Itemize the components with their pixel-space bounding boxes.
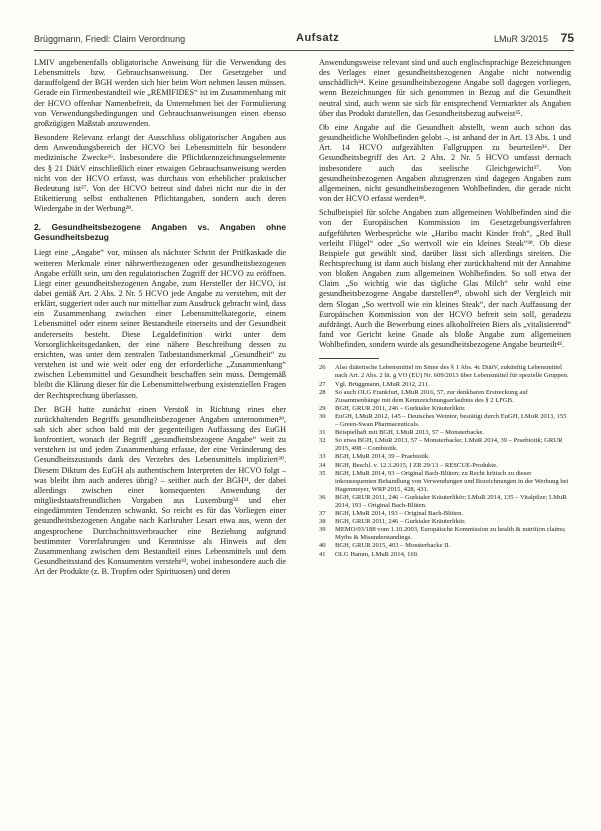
footnote <box>319 364 571 380</box>
paragraph: Schulbeispiel für solche Angaben zum allgemeinen Wohlbefinden sind die von der Europäischen Kommission im Gesetzgebungsverfahren aufgeführten Werbesprüche wie „Haribo macht Kinder froh“, „Red Bull verleiht Flügel“ oder „So wertvoll wie ein kleines Steak“³⁹. Ob diese Beispiele gut gewählt sind, darüber lässt sich allerdings streiten. Die Rechtsprechung ist dann auch bislang eher zurückhaltend mit der Annahme von bloßen Angaben zum allgemeinen Wohlbefinden. So soll etwa der Claim „So wichtig wie das tägliche Glas Milch“ sehr wohl eine gesundheitsbezogene Angabe darstellen⁴⁰, obwohl sich der Vergleich mit dem Slogan „So wertvoll wie ein kleines Steak“, der nach Auffassung der Europäischen Kommission von der HCVO befreit sein soll, geradezu aufdrängt. Auch die Bewerbung eines alkoholfreien Biers als „vitalisierend“ fand vor Gericht keine Gnade als bloße Angabe zum allgemeinen Wohlbefinden, sondern wurde als gesundheitsbezogene Angabe beurteilt⁴¹. <box>319 208 571 350</box>
footnote-number: 36 <box>319 493 326 501</box>
footnote <box>319 470 571 494</box>
footnote-text: BGH, GRUR 2011, 246 – Gurktaler Kräuterlikör. <box>335 518 466 526</box>
paragraph: Anwendungsweise relevant sind und auch englischsprachige Bezeichnungen des Verlages einer gesundheitsbezogenen Angabe nicht notwendig unschädlich³⁴. Keine gesundheitsbezogene Angabe soll dagegen vorliegen, wenn Bezeichnungen für sich genommen in Bezug auf die Gesundheit neutral sind, auch wenn sie sich für entsprechend Vermarkter als Angaben über das Produkt darstellen, das Gesundheitsbezug aufweist³⁵. <box>319 58 571 118</box>
footnote-number: 37 <box>319 510 326 518</box>
paragraph: LMIV angebenenfalls obligatorische Anweisung für die Verwendung des Lebensmittels bzw. Gebrauchsanweisung. Der Gesetzgeber und darauffolgend der BGH werden sich hier beim Wort nehmen lassen müssen. Gerade ein Firmenbestandteil wie „REMIFIDES“ ist im Zusammenhang mit der HCVO offenbar Namenbefreit, da Unternehmen bei der Formulierung von Verwendungsbedingungen und Gebrauchsanweisungen einen ebenso großzügigen Maßstab anzuwenden. <box>34 58 286 128</box>
footnote-text: BGH, Beschl. v. 12.3.2015, I ZR 29/13 – RESCUE-Produkte. <box>335 461 498 469</box>
footnote-text: BGH, LMuR 2014, 39 – Praebiotik. <box>335 453 430 461</box>
footnotes <box>319 364 571 558</box>
footnote <box>319 429 571 437</box>
footnote-number: 31 <box>319 429 326 437</box>
left-column <box>34 58 286 581</box>
page-number: 75 <box>560 31 574 45</box>
right-column <box>319 58 571 559</box>
running-authors: Brüggmann, Friedl: Claim Verordnung <box>34 34 186 44</box>
footnote-number: 28 <box>319 388 326 396</box>
footnote-number: 39 <box>319 526 326 534</box>
footnote-number: 40 <box>319 542 326 550</box>
paragraph: Ob eine Angabe auf die Gesundheit abstellt, wenn auch schon das gesundheitliche Wohlbefinden gelobt –, ist anhand der in Art. 13 Abs. 1 und Art. 14 HCVO aufgezählten Fallgruppen zu beurteilen³⁶. Der Gesundheitsbegriff des Art. 2 Abs. 2 Nr. 5 HCVO umfasst dernach insbesondere auch das seelische Gleichgewicht³⁷. Von gesundheitsbezogenen Angaben abzugrenzen sind dagegen Angaben zum allgemeinen, nicht gesundheitsbezogenen Wohlbefinden, die gerade nicht von der HCVO erfasst werden³⁸. <box>319 122 571 204</box>
footnote-text: Vgl. Brüggmann, LMuR 2012, 211. <box>335 380 430 388</box>
section-heading: 2. Gesundheitsbezogene Angaben vs. Angaben ohne Gesundheitsbezug <box>34 222 286 243</box>
footnote-text: So etwa BGH, LMuR 2013, 57 – Monsterbacke; LMuR 2014, 39 – Praebiotik; GRUR 2015, 498 – Combiotik. <box>335 437 563 453</box>
footnote-number: 35 <box>319 469 326 477</box>
footnote <box>319 542 571 550</box>
footnote-number: 41 <box>319 550 326 558</box>
footnote-text: BGH, GRUR 2011, 246 – Gurktaler Kräuterlikör. <box>335 404 466 412</box>
footnote-text: Beispielhaft mit BGH, LMuR 2013, 57 – Monsterbacke. <box>335 429 485 437</box>
paragraph: Besondere Relevanz erlangt der Ausschluss obligatorischer Angaben aus dem Anwendungsbereich der HCVO bei Lebensmitteln für besondere medizinische Zwecke²⁶. Insbesondere die Pflichtkennzeichnungselemente des § 21 DiätV einschließlich einer etwaigen Gebrauchsanweisung werden nicht von der HCVO erfasst, was durchaus von erheblicher praktischer Bedeutung ist²⁷. Von der HCVO betreut sind dabei nicht nur die in der Etikettierung selbst enthaltenen Pflichtangaben, sondern auch deren Wiedergabe in der Werbung²⁸. <box>34 133 286 214</box>
footnote-number: 26 <box>319 364 326 372</box>
issue-label: LMuR 3/2015 <box>493 34 548 44</box>
footnote-text: MEMO/03/188 vom 1.10.2003, Europäische Kommission zu health & nutrition claims; Myths & Misunderstandings. <box>335 526 566 542</box>
footnote-number: 27 <box>319 380 326 388</box>
footnote <box>319 453 571 461</box>
footnote-number: 29 <box>319 404 326 412</box>
footnote <box>319 413 571 429</box>
footnote-number: 33 <box>319 453 326 461</box>
footnote <box>319 462 571 470</box>
footnote-number: 34 <box>319 461 326 469</box>
footnote-text: BGH, GRUR 2011, 246 – Gurktaler Kräuterlikör; LMuR 2014, 135 – Vitalpilze; LMuR 2014, 193 – Original Bach-Blüten. <box>335 493 567 509</box>
page-header <box>34 30 574 50</box>
header-rule <box>34 50 574 51</box>
paragraph: Der BGH hatte zunächst einen Verstoß in Richtung eines eher zurückhaltenden Begriffs gesundheitsbezogener Angaben unternommen²⁹, sah sich aber schon bald mit der gegenteiligen Auffassung des EuGH konfrontiert, wonach der Begriff „gesundheitsbezogene Angabe“ weit zu verstehen ist und jeden Zusammenhang erfasse, der eine Veränderung des Gesundheitszustands dank des Verzehrs des Lebensmittels impliziert³⁰. Diesem Diktum des EuGH als authentischem Interpreten der HCVO folgt – was bleibt ihm auch anderes übrig? – seither auch der BGH³¹, der dabei allerdings zwischen einer konsequenten Anwendung der mitgliedstaatsfreundlichen Vorgaben aus Luxemburg³² und eher eingedämmten Tendenzen schwankt. So reicht es für das Vorliegen einer gesundheitsbezogenen Angabe nach Karlsruher Lesart etwa aus, wenn der angesprochene Durchschnittsverbraucher eine Beziehung aufgrund bestimmter Vorerfahrungen und Kenntnisse als Hinweis auf den Zusammenhang zwischen dem Bestandteil eines Lebensmittels und dem Gesundheitsstand des Konsumenten versteht³³, wobei insbesondere auch die Art der Produkte (z. B. Tropfen oder Spirituosen) und deren <box>34 404 286 577</box>
footnote-number: 30 <box>319 412 326 420</box>
footnote <box>319 389 571 405</box>
footnote-text: EuGH, LMuR 2012, 145 – Deutsches Weintor, bestätigt durch EuGH, LMuR 2013, 155 – Green-Swan Pharmaceuticals. <box>335 412 567 429</box>
section-label: Aufsatz <box>296 32 340 44</box>
footnote-text: OLG Hamm, LMuR 2014, 169. <box>335 550 419 558</box>
footnote <box>319 518 571 526</box>
footnote <box>319 381 571 389</box>
footnote-text: Also diätetische Lebensmittel im Sinne des § 1 Abs. 4c DiätV, zukünftig Lebensmittel nach Art. 2 Abs. 2 lit. g VO (EU) Nr. 609/2013 über Lebensmittel für spezielle Gruppen. <box>335 364 569 380</box>
footnote-text: BGH, LMuR 2014, 193 – Original Bach-Blüten. <box>335 510 464 518</box>
footnote <box>319 551 571 559</box>
footnote <box>319 526 571 542</box>
footnote-text: So auch OLG Frankfurt, LMuR 2016, 57, zur denkbaren Erstreckung auf Zusammenhänge mit dem Kennzeichnungserlaubnis des § 2 LFGB. <box>335 388 528 404</box>
footnote-text: BGH, GRUR 2015, 403 – Monsterbacke II. <box>335 542 451 550</box>
footnote <box>319 437 571 453</box>
footnote-number: 38 <box>319 518 326 526</box>
paragraph: Liegt eine „Angabe“ vor, müssen als nächster Schritt der Prüfkaskade die weiteren Merkmale einer nährwertbezogenen oder gesundheitsbezogenen Angabe erfüllt sein, um den regulatorischen Zugriff der HCVO zu eröffnen. Liegt einer gesundheitsbezogenen Angabe, zum Hersteller der HCVO, ist dabei gemäß Art. 2 Abs. 2 Nr. 5 HCVO jede Angabe zu verstehen, mit der erklärt, suggeriert oder auch nur mittelbar zum Ausdruck gebracht wird, dass ein Zusammenhang zwischen einer Lebensmittelkategorie, einem Lebensmittel oder einem seiner Bestandteile einerseits und der Gesundheit andererseits besteht. Diese Legaldefinition wirkt unter dem Vorsorglichkeitsgedanken, der eine nähere Beschreibung dessen zu ersichten, was unter dem zentralen Tatbestandsmerkmal „Gesundheit“ zu verstehen ist und wie weit oder eng der erforderliche „Zusammenhang“ zwischen Lebensmittel und Gesundheit beschaffen sein muss. Demgemäß bleibt die Klärung dieser für die Lebensmittelwerbung existenziellen Fragen der Rechtsprechung überlassen. <box>34 248 286 400</box>
footnote-number: 32 <box>319 437 326 445</box>
footnote <box>319 510 571 518</box>
footnote <box>319 405 571 413</box>
footnote-text: BGH, LMuR 2014, 93 – Original Bach-Blüten; zu Recht kritisch zu dieser inkonsequenten Behandlung von Verwendungen und Bezeichnungen in der Werbung bei Hagenmeyer, WRP 2015, 428, 431. <box>335 469 569 493</box>
footnote <box>319 494 571 510</box>
footnote-rule <box>319 358 379 359</box>
